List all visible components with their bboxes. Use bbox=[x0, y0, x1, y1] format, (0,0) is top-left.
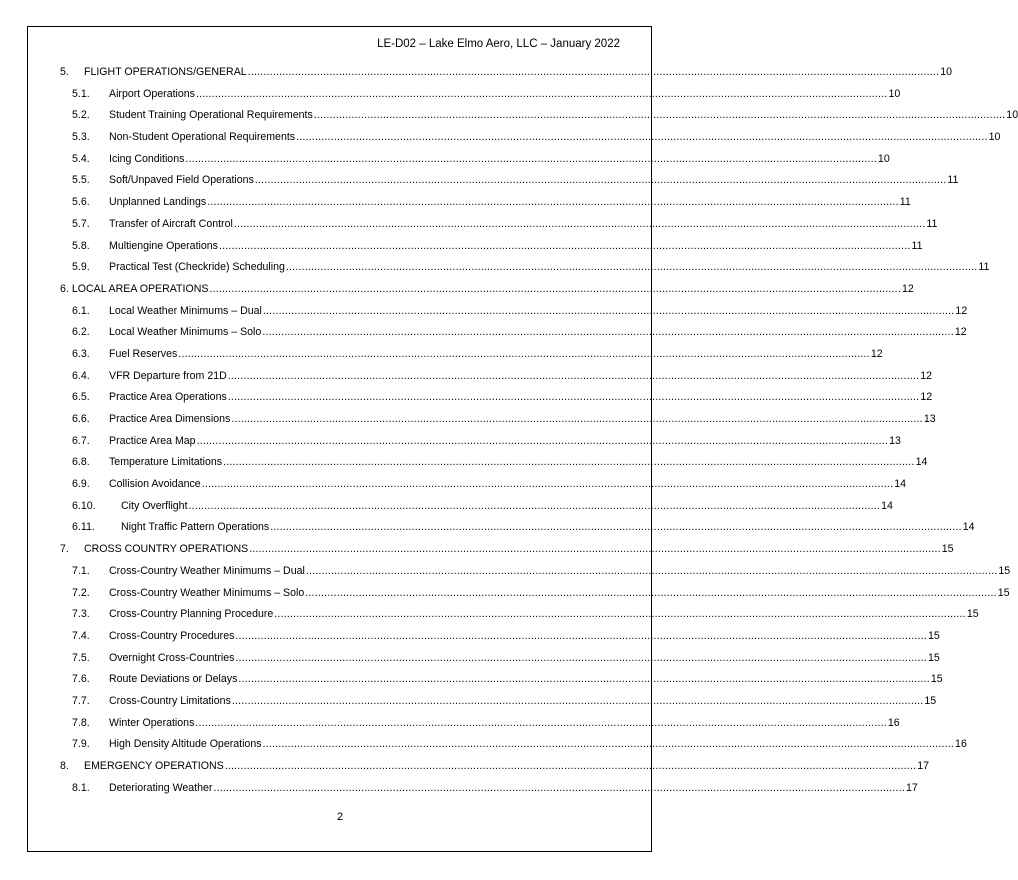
toc-entry-number: 5. bbox=[60, 66, 69, 78]
toc-entry-title: Practice Area Dimensions bbox=[109, 413, 231, 425]
toc-entry-number: 7.5. bbox=[72, 651, 90, 664]
toc-entry-page: 12 bbox=[954, 326, 967, 339]
toc-entry-number: 6.5. bbox=[72, 391, 90, 404]
toc-entry-number: 6.10. bbox=[72, 499, 96, 512]
toc-entry-title: Route Deviations or Delays bbox=[109, 673, 238, 686]
toc-entry[interactable] bbox=[60, 651, 940, 674]
toc-entry-title: Multiengine Operations bbox=[109, 239, 218, 252]
toc-entry-number: 7.7. bbox=[72, 694, 90, 707]
toc-leader-dots: ............................................................................................................................................................................................................................ bbox=[209, 282, 901, 295]
toc-leader-dots: ............................................................................................................................................................................................................................ bbox=[254, 174, 947, 187]
toc-entry-number: 6.6. bbox=[72, 413, 90, 425]
toc-entry-number: 7. bbox=[60, 543, 69, 556]
toc-entry-number: 8. bbox=[60, 760, 69, 772]
toc-leader-dots: ............................................................................................................................................................................................................................ bbox=[227, 369, 920, 382]
toc-entry-number: 7.2. bbox=[72, 586, 90, 599]
toc-entry-title: EMERGENCY OPERATIONS bbox=[84, 760, 224, 772]
toc-entry[interactable] bbox=[60, 391, 933, 413]
toc-entry-number: 6.1. bbox=[72, 304, 90, 317]
toc-entry-title: Practice Area Map bbox=[109, 434, 196, 447]
toc-leader-dots: ............................................................................................................................................................................................................................ bbox=[262, 738, 955, 751]
toc-entry-title: Overnight Cross-Countries bbox=[109, 651, 235, 664]
toc-entry-page: 10 bbox=[1006, 109, 1018, 122]
toc-entry-page: 14 bbox=[881, 499, 893, 512]
toc-entry[interactable] bbox=[60, 239, 923, 262]
toc-leader-dots: ............................................................................................................................................................................................................................ bbox=[285, 261, 978, 274]
toc-entry-page: 12 bbox=[955, 304, 968, 317]
toc-entry-number: 5.4. bbox=[72, 152, 90, 165]
toc-entry-title: Cross-Country Limitations bbox=[109, 694, 231, 707]
toc-entry-title: Transfer of Aircraft Control bbox=[109, 217, 233, 230]
toc-entry-page: 12 bbox=[870, 347, 883, 360]
toc-entry-title: Cross-Country Procedures bbox=[109, 629, 235, 642]
toc-entry-page: 15 bbox=[924, 694, 937, 707]
toc-entry-title: FLIGHT OPERATIONS/GENERAL bbox=[84, 66, 247, 78]
toc-entry-title: Practical Test (Checkride) Scheduling bbox=[109, 261, 285, 274]
toc-entry[interactable] bbox=[60, 629, 940, 652]
toc-entry-title: Fuel Reserves bbox=[109, 347, 178, 360]
toc-entry-page: 15 bbox=[927, 629, 940, 642]
toc-entry-title: Temperature Limitations bbox=[109, 456, 223, 469]
toc-entry-title: Deteriorating Weather bbox=[109, 781, 213, 794]
toc-leader-dots: ............................................................................................................................................................................................................................ bbox=[247, 66, 940, 78]
toc-entry[interactable] bbox=[60, 564, 1011, 587]
toc-entry[interactable] bbox=[60, 543, 954, 565]
toc-entry-page: 15 bbox=[941, 543, 954, 556]
toc-entry[interactable] bbox=[60, 456, 928, 478]
toc-entry[interactable] bbox=[60, 716, 900, 739]
toc-entry[interactable] bbox=[60, 131, 1001, 153]
toc-entry-page: 10 bbox=[888, 87, 901, 100]
toc-entry-page: 13 bbox=[923, 413, 936, 425]
toc-leader-dots: ............................................................................................................................................................................................................................ bbox=[262, 304, 955, 317]
toc-entry-title: VFR Departure from 21D bbox=[109, 369, 227, 382]
toc-leader-dots: ............................................................................................................................................................................................................................ bbox=[178, 347, 870, 360]
toc-entry-number: 6.2. bbox=[72, 326, 90, 339]
toc-leader-dots: ............................................................................................................................................................................................................................ bbox=[223, 456, 915, 469]
toc-entry-number: 8.1. bbox=[72, 781, 90, 794]
toc-entry-number: 5.2. bbox=[72, 109, 90, 122]
toc-entry[interactable] bbox=[60, 413, 936, 435]
toc-entry-number: 5.7. bbox=[72, 217, 90, 230]
toc-entry-number: 5.9. bbox=[72, 261, 90, 274]
toc-entry-title: High Density Altitude Operations bbox=[109, 738, 262, 751]
toc-entry[interactable] bbox=[60, 586, 1010, 609]
toc-entry-title: CROSS COUNTRY OPERATIONS bbox=[84, 543, 249, 556]
toc-leader-dots: ............................................................................................................................................................................................................................ bbox=[188, 499, 881, 512]
toc-entry-title: Practice Area Operations bbox=[109, 391, 227, 404]
toc-leader-dots: ............................................................................................................................................................................................................................ bbox=[270, 521, 962, 534]
toc-leader-dots: ............................................................................................................................................................................................................................ bbox=[313, 109, 1006, 122]
toc-entry-page: 15 bbox=[998, 564, 1011, 577]
toc-entry[interactable] bbox=[60, 282, 914, 305]
toc-leader-dots: ............................................................................................................................................................................................................................ bbox=[213, 781, 905, 794]
toc-leader-dots: ............................................................................................................................................................................................................................ bbox=[185, 152, 877, 165]
toc-entry-page: 12 bbox=[901, 282, 914, 295]
toc-entry[interactable] bbox=[60, 760, 930, 782]
toc-entry-page: 15 bbox=[997, 586, 1010, 599]
toc-entry[interactable] bbox=[60, 434, 901, 457]
toc-entry-page: 15 bbox=[927, 651, 940, 664]
toc-entry[interactable] bbox=[60, 196, 911, 218]
toc-entry-page: 11 bbox=[899, 196, 911, 209]
toc-entry-number: 6.7. bbox=[72, 434, 90, 447]
toc-leader-dots: ............................................................................................................................................................................................................................ bbox=[195, 716, 887, 729]
toc-entry-number: 7.6. bbox=[72, 673, 90, 686]
toc-entry[interactable] bbox=[60, 521, 975, 543]
toc-leader-dots: ............................................................................................................................................................................................................................ bbox=[231, 413, 923, 425]
toc-entry[interactable] bbox=[60, 347, 883, 370]
page-number: 2 bbox=[336, 811, 344, 823]
toc-entry-page: 11 bbox=[978, 261, 990, 274]
toc-entry-page: 12 bbox=[920, 391, 933, 404]
toc-entry-number: 7.8. bbox=[72, 716, 90, 729]
toc-entry[interactable] bbox=[60, 478, 907, 500]
toc-entry-title: Collision Avoidance bbox=[109, 478, 201, 491]
toc-entry-page: 17 bbox=[905, 781, 918, 794]
toc-leader-dots: ............................................................................................................................................................................................................................ bbox=[235, 651, 927, 664]
toc-entry-page: 11 bbox=[947, 174, 959, 187]
toc-entry-number: 5.1. bbox=[72, 87, 90, 100]
toc-entry-title: Non-Student Operational Requirements bbox=[109, 131, 296, 144]
toc-entry-title: Cross-Country Planning Procedure bbox=[109, 608, 274, 621]
toc-entry-page: 10 bbox=[940, 66, 952, 78]
toc-leader-dots: ............................................................................................................................................................................................................................ bbox=[305, 564, 998, 577]
toc-entry-number: 6.8. bbox=[72, 456, 90, 469]
toc-entry[interactable] bbox=[60, 369, 933, 392]
toc-leader-dots: ............................................................................................................................................................................................................................ bbox=[218, 239, 911, 252]
toc-entry-number: 7.3. bbox=[72, 608, 90, 621]
toc-entry[interactable] bbox=[60, 694, 937, 717]
toc-entry-page: 15 bbox=[930, 673, 943, 686]
toc-entry[interactable] bbox=[60, 174, 959, 196]
toc-entry-title: Student Training Operational Requirements bbox=[109, 109, 313, 122]
toc-entry-number: 6. bbox=[60, 282, 69, 295]
toc-entry[interactable] bbox=[60, 152, 890, 175]
toc-entry-title: Local Weather Minimums – Dual bbox=[109, 304, 262, 317]
toc-leader-dots: ............................................................................................................................................................................................................................ bbox=[207, 196, 899, 209]
toc-entry[interactable] bbox=[60, 738, 967, 760]
toc-entry-number: 6.11. bbox=[72, 521, 95, 534]
toc-entry-page: 14 bbox=[915, 456, 928, 469]
toc-entry-page: 15 bbox=[966, 608, 979, 621]
toc-entry-page: 10 bbox=[988, 131, 1001, 144]
toc-entry-title: Local Weather Minimums – Solo bbox=[109, 326, 262, 339]
toc-entry-number: 5.8. bbox=[72, 239, 90, 252]
toc-entry-title: Cross-Country Weather Minimums – Dual bbox=[109, 564, 305, 577]
toc-entry[interactable] bbox=[60, 673, 943, 695]
toc-leader-dots: ............................................................................................................................................................................................................................ bbox=[227, 391, 920, 404]
table-of-contents bbox=[60, 66, 1018, 803]
toc-leader-dots: ............................................................................................................................................................................................................................ bbox=[195, 87, 888, 100]
toc-leader-dots: ............................................................................................................................................................................................................................ bbox=[201, 478, 894, 491]
toc-leader-dots: ............................................................................................................................................................................................................................ bbox=[238, 673, 930, 686]
toc-entry[interactable] bbox=[60, 109, 1018, 131]
toc-leader-dots: ............................................................................................................................................................................................................................ bbox=[235, 629, 927, 642]
toc-entry-page: 11 bbox=[926, 217, 938, 230]
toc-entry[interactable] bbox=[60, 608, 979, 630]
toc-entry-title: Cross-Country Weather Minimums – Solo bbox=[109, 586, 305, 599]
toc-entry-page: 17 bbox=[917, 760, 930, 772]
toc-entry-number: 5.5. bbox=[72, 174, 90, 187]
toc-entry[interactable] bbox=[60, 261, 990, 283]
toc-entry[interactable] bbox=[60, 304, 968, 327]
toc-entry-title: Winter Operations bbox=[109, 716, 195, 729]
toc-entry[interactable] bbox=[60, 781, 918, 804]
toc-leader-dots: ............................................................................................................................................................................................................................ bbox=[296, 131, 988, 144]
toc-leader-dots: ............................................................................................................................................................................................................................ bbox=[196, 434, 889, 447]
document-header: LE-D02 – Lake Elmo Aero, LLC – January 2022 bbox=[377, 38, 620, 50]
toc-entry-title: Soft/Unpaved Field Operations bbox=[109, 174, 254, 187]
toc-entry[interactable] bbox=[60, 217, 938, 240]
toc-entry-page: 11 bbox=[911, 239, 923, 252]
toc-entry[interactable] bbox=[60, 499, 893, 522]
toc-entry[interactable] bbox=[60, 87, 901, 110]
toc-entry-page: 14 bbox=[894, 478, 907, 491]
toc-entry-page: 14 bbox=[962, 521, 975, 534]
toc-entry-number: 7.1. bbox=[72, 564, 90, 577]
toc-leader-dots: ............................................................................................................................................................................................................................ bbox=[274, 608, 966, 621]
toc-entry-title: Night Traffic Pattern Operations bbox=[121, 521, 270, 534]
toc-leader-dots: ............................................................................................................................................................................................................................ bbox=[224, 760, 917, 772]
toc-entry-page: 13 bbox=[889, 434, 901, 447]
toc-entry-page: 12 bbox=[920, 369, 933, 382]
toc-entry-title: Icing Conditions bbox=[109, 152, 185, 165]
toc-entry-page: 16 bbox=[887, 716, 900, 729]
toc-entry-number: 6.9. bbox=[72, 478, 90, 491]
toc-entry-number: 5.3. bbox=[72, 131, 90, 144]
toc-entry-title: Unplanned Landings bbox=[109, 196, 207, 209]
toc-leader-dots: ............................................................................................................................................................................................................................ bbox=[233, 217, 926, 230]
toc-leader-dots: ............................................................................................................................................................................................................................ bbox=[249, 543, 941, 556]
toc-entry-title: City Overflight bbox=[121, 499, 188, 512]
toc-entry[interactable] bbox=[60, 326, 967, 348]
toc-entry-page: 16 bbox=[955, 738, 967, 751]
toc-entry-number: 6.4. bbox=[72, 369, 90, 382]
toc-leader-dots: ............................................................................................................................................................................................................................ bbox=[231, 694, 924, 707]
toc-entry-page: 10 bbox=[877, 152, 890, 165]
toc-leader-dots: ............................................................................................................................................................................................................................ bbox=[262, 326, 954, 339]
toc-leader-dots: ............................................................................................................................................................................................................................ bbox=[305, 586, 997, 599]
toc-entry-number: 5.6. bbox=[72, 196, 90, 209]
toc-entry[interactable] bbox=[60, 66, 952, 88]
toc-entry-number: 7.9. bbox=[72, 738, 90, 751]
toc-entry-title: LOCAL AREA OPERATIONS bbox=[71, 282, 209, 295]
toc-entry-number: 7.4. bbox=[72, 629, 90, 642]
toc-entry-title: Airport Operations bbox=[109, 87, 195, 100]
toc-entry-number: 6.3. bbox=[72, 347, 90, 360]
